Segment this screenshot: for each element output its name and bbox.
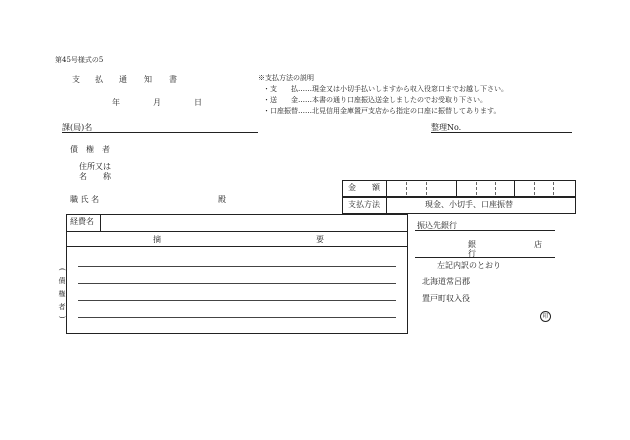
- title-char-1: 支: [72, 75, 80, 84]
- statement-breakdown: 左記内訳のとおり: [437, 261, 501, 270]
- bank-label-underline: [415, 230, 555, 231]
- amount-label-divider: [386, 180, 387, 214]
- summary-line: [78, 266, 396, 267]
- reference-label: 整理No.: [431, 123, 462, 132]
- expense-label: 経費名: [70, 217, 94, 226]
- payment-method-value: 現金、小切手、口座振替: [425, 200, 513, 209]
- creditor-side-label: (債権者): [58, 268, 66, 325]
- row-char: 行: [468, 249, 476, 258]
- summary-line: [78, 283, 396, 284]
- officer-label: 職 氏 名: [70, 195, 100, 204]
- summary-col-label: 摘: [153, 235, 161, 244]
- payment-note-account: ・口座振替……北見信用金庫置戸支店から指定の口座に振替してあります。: [263, 107, 501, 115]
- form-number: 第45号様式の5: [55, 56, 104, 64]
- department-label: 課(局)名: [62, 123, 93, 132]
- date-year-label: 年: [112, 98, 120, 107]
- title-char-2: 払: [95, 75, 103, 84]
- amount-digit-guide: [553, 182, 554, 195]
- title-char-5: 書: [169, 75, 177, 84]
- amount-digit-guide: [534, 182, 535, 195]
- amount-digit-guide: [406, 182, 407, 195]
- date-month-label: 月: [153, 98, 161, 107]
- honorific-label: 殿: [218, 195, 226, 204]
- detail-box: [66, 214, 408, 334]
- title-char-4: 知: [144, 75, 152, 84]
- payment-notes-heading: ※支払方法の説明: [258, 74, 314, 82]
- payment-note-transfer: ・送 金……本書の通り口座振込送金しましたのでお受取り下さい。: [263, 96, 487, 104]
- branch-char: 店: [534, 240, 542, 249]
- summary-col-label-2: 要: [316, 235, 324, 244]
- reference-underline: [431, 132, 572, 133]
- expense-row-divider: [66, 231, 408, 232]
- summary-line: [78, 317, 396, 318]
- seal-char: 印: [542, 312, 549, 320]
- date-day-label: 日: [194, 98, 202, 107]
- creditor-label: 債 権 者: [70, 145, 110, 154]
- summary-header-divider: [66, 246, 408, 247]
- bank-label: 振込先銀行: [417, 221, 457, 230]
- title-char-3: 通: [119, 75, 127, 84]
- bank-char: 銀: [468, 240, 476, 249]
- seal-icon: [540, 311, 551, 322]
- amount-digit-guide: [495, 182, 496, 195]
- amount-digit-guide: [476, 182, 477, 195]
- payment-method-label: 支払方法: [348, 200, 380, 209]
- address-label: 住所又は: [79, 162, 111, 171]
- statement-treasurer: 置戸町収入役: [422, 294, 470, 303]
- name-label: 名 称: [79, 172, 111, 181]
- summary-line: [78, 300, 396, 301]
- payment-note-cash: ・支 払……現金又は小切手払いしますから収入役窓口までお越し下さい。: [263, 85, 508, 93]
- amount-digit-separator: [514, 180, 515, 196]
- amount-label: 金 額: [348, 183, 380, 192]
- expense-label-divider: [100, 214, 101, 231]
- bank-name-underline: [415, 257, 555, 258]
- amount-digit-separator: [456, 180, 457, 196]
- statement-region: 北海道常呂郡: [422, 277, 470, 286]
- amount-box-divider: [342, 196, 576, 198]
- amount-digit-guide: [426, 182, 427, 195]
- department-underline: [62, 132, 258, 133]
